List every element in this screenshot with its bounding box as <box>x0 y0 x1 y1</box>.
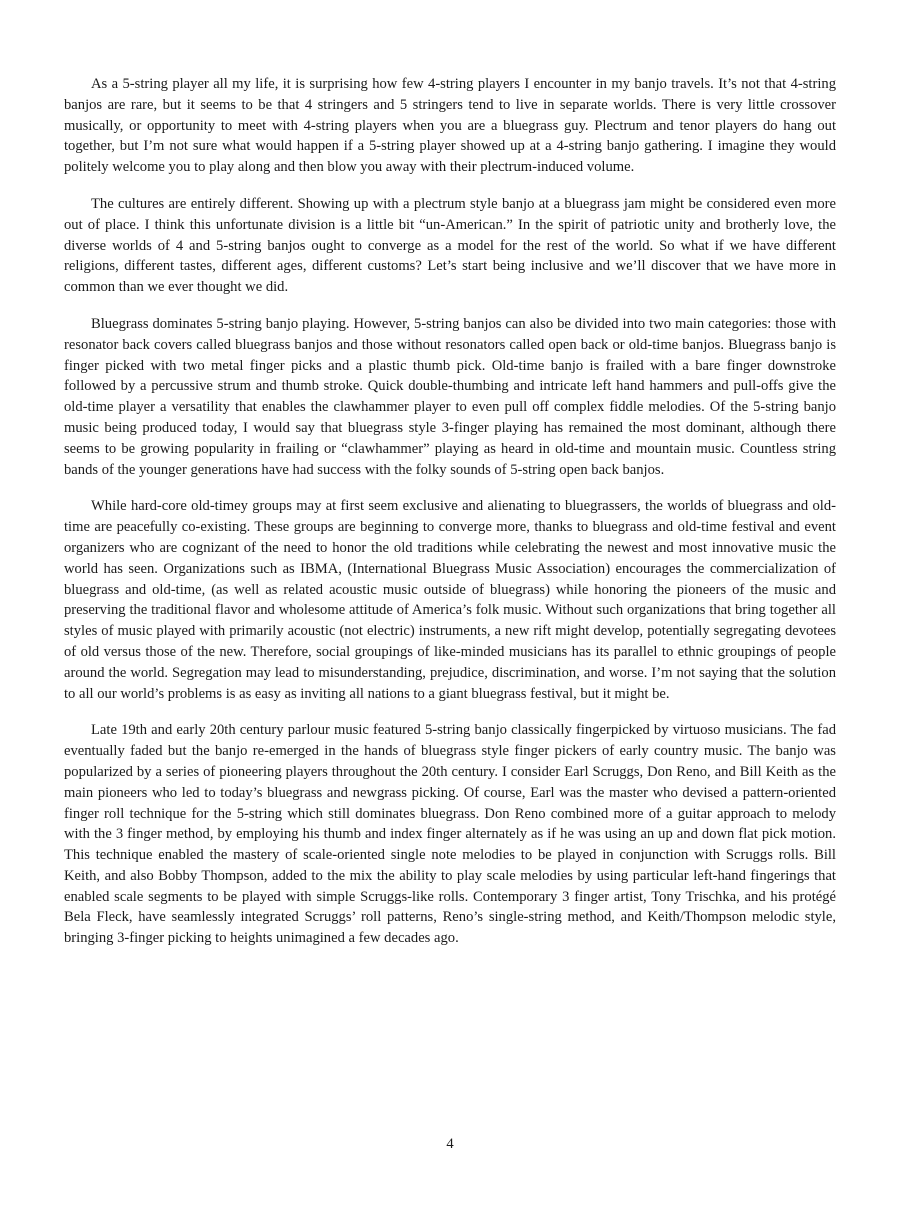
page-number: 4 <box>446 1136 454 1152</box>
paragraph-1: As a 5-string player all my life, it is surprising how few 4-string players I encounter in my banjo travels. It’s not that 4-string banjos are rare, but it seems to be that 4 stringers and 5 stringers tend to live in separate worlds. There is very little crossover musically, or opportunity to meet with 4-string players when you are a bluegrass guy. Plectrum and tenor players do hang out together, but I’m not sure what would happen if a 5-string player showed up at a 4-string banjo gathering. I imagine they would politely welcome you to play along and then blow you away with their plectrum-induced volume. <box>64 76 836 176</box>
paragraph-4: While hard-core old-timey groups may at first seem exclusive and alienating to bluegrassers, the worlds of bluegrass and old-time are peacefully co-existing. These groups are beginning to converge more, thanks to bluegrass and old-time festival and event organizers who are cognizant of the need to honor the old traditions while celebrating the newest and most innovative music the world has seen. Organizations such as IBMA, (International Bluegrass Music Association) encourages the commercialization of bluegrass and old-time, (as well as related acoustic music outside of bluegrass) while honoring the pioneers of the music and preserving the traditional flavor and wholesome attitude of America’s folk music. Without such organizations that bring together all styles of music played with primarily acoustic (not electric) instruments, a new rift might develop, potentially segregating devotees of old versus those of the new. Therefore, social groupings of like-minded musicians has its parallel to ethnic groupings of people around the world. Segregation may lead to misunderstanding, prejudice, discrimination, and worse. I’m not saying that the solution to all our world’s problems is as easy as inviting all nations to a giant bluegrass festival, but it might be. <box>64 498 836 702</box>
paragraph-5: Late 19th and early 20th century parlour music featured 5-string banjo classically fingerpicked by virtuoso musicians. The fad eventually faded but the banjo re-emerged in the hands of bluegrass style finger pickers of early country music. The banjo was popularized by a series of pioneering players throughout the 20th century. I consider Earl Scruggs, Don Reno, and Bill Keith as the main pioneers who led to today’s bluegrass and newgrass picking. Of course, Earl was the master who devised a pattern-oriented finger roll technique for the 5-string which still dominates bluegrass. Don Reno combined more of a guitar approach to melody with the 3 finger method, by employing his thumb and index finger alternately as if he was using an up and down flat pick motion. This technique enabled the mastery of scale-oriented single note melodies to be played in conjunction with Scruggs rolls. Bill Keith, and also Bobby Thompson, added to the mix the ability to play scale melodies by using particular left-hand fingerings that enabled scale segments to be played with simple Scruggs-like rolls. Contemporary 3 finger artist, Tony Trischka, and his protégé Bela Fleck, have seamlessly integrated Scruggs’ roll patterns, Reno’s single-string method, and Keith/Thompson melodic style, bringing 3-finger picking to heights unimagined a few decades ago. <box>64 722 836 947</box>
document-body <box>64 74 836 965</box>
paragraph-2: The cultures are entirely different. Showing up with a plectrum style banjo at a bluegrass jam might be considered even more out of place. I think this unfortunate division is a little bit “un-American.” In the spirit of patriotic unity and brotherly love, the diverse worlds of 4 and 5-string banjos ought to converge as a model for the rest of the world. So what if we have different religions, different tastes, different ages, different customs? Let’s start being inclusive and we’ll discover that we have more in common than we ever thought we did. <box>64 195 836 296</box>
paragraph-3: Bluegrass dominates 5-string banjo playing. However, 5-string banjos can also be divided into two main categories: those with resonator back covers called bluegrass banjos and those without resonators called open back or old-time banjos. Bluegrass banjo is finger picked with two metal finger picks and a plastic thumb pick. Old-time banjo is frailed with a bare finger downstroke followed by a percussive strum and thumb stroke. Quick double-thumbing and intricate left hand hammers and pull-offs give the old-time player a versatility that enables the clawhammer player to even pull off complex fiddle melodies. Of the 5-string banjo music being produced today, I would say that bluegrass style 3-finger playing has remained the most dominant, although there seems to be growing popularity in frailing or “clawhammer” playing as heard in old-time and mountain music. Countless string bands of the younger generations have had success with the folky sounds of 5-string open back banjos. <box>64 315 836 478</box>
